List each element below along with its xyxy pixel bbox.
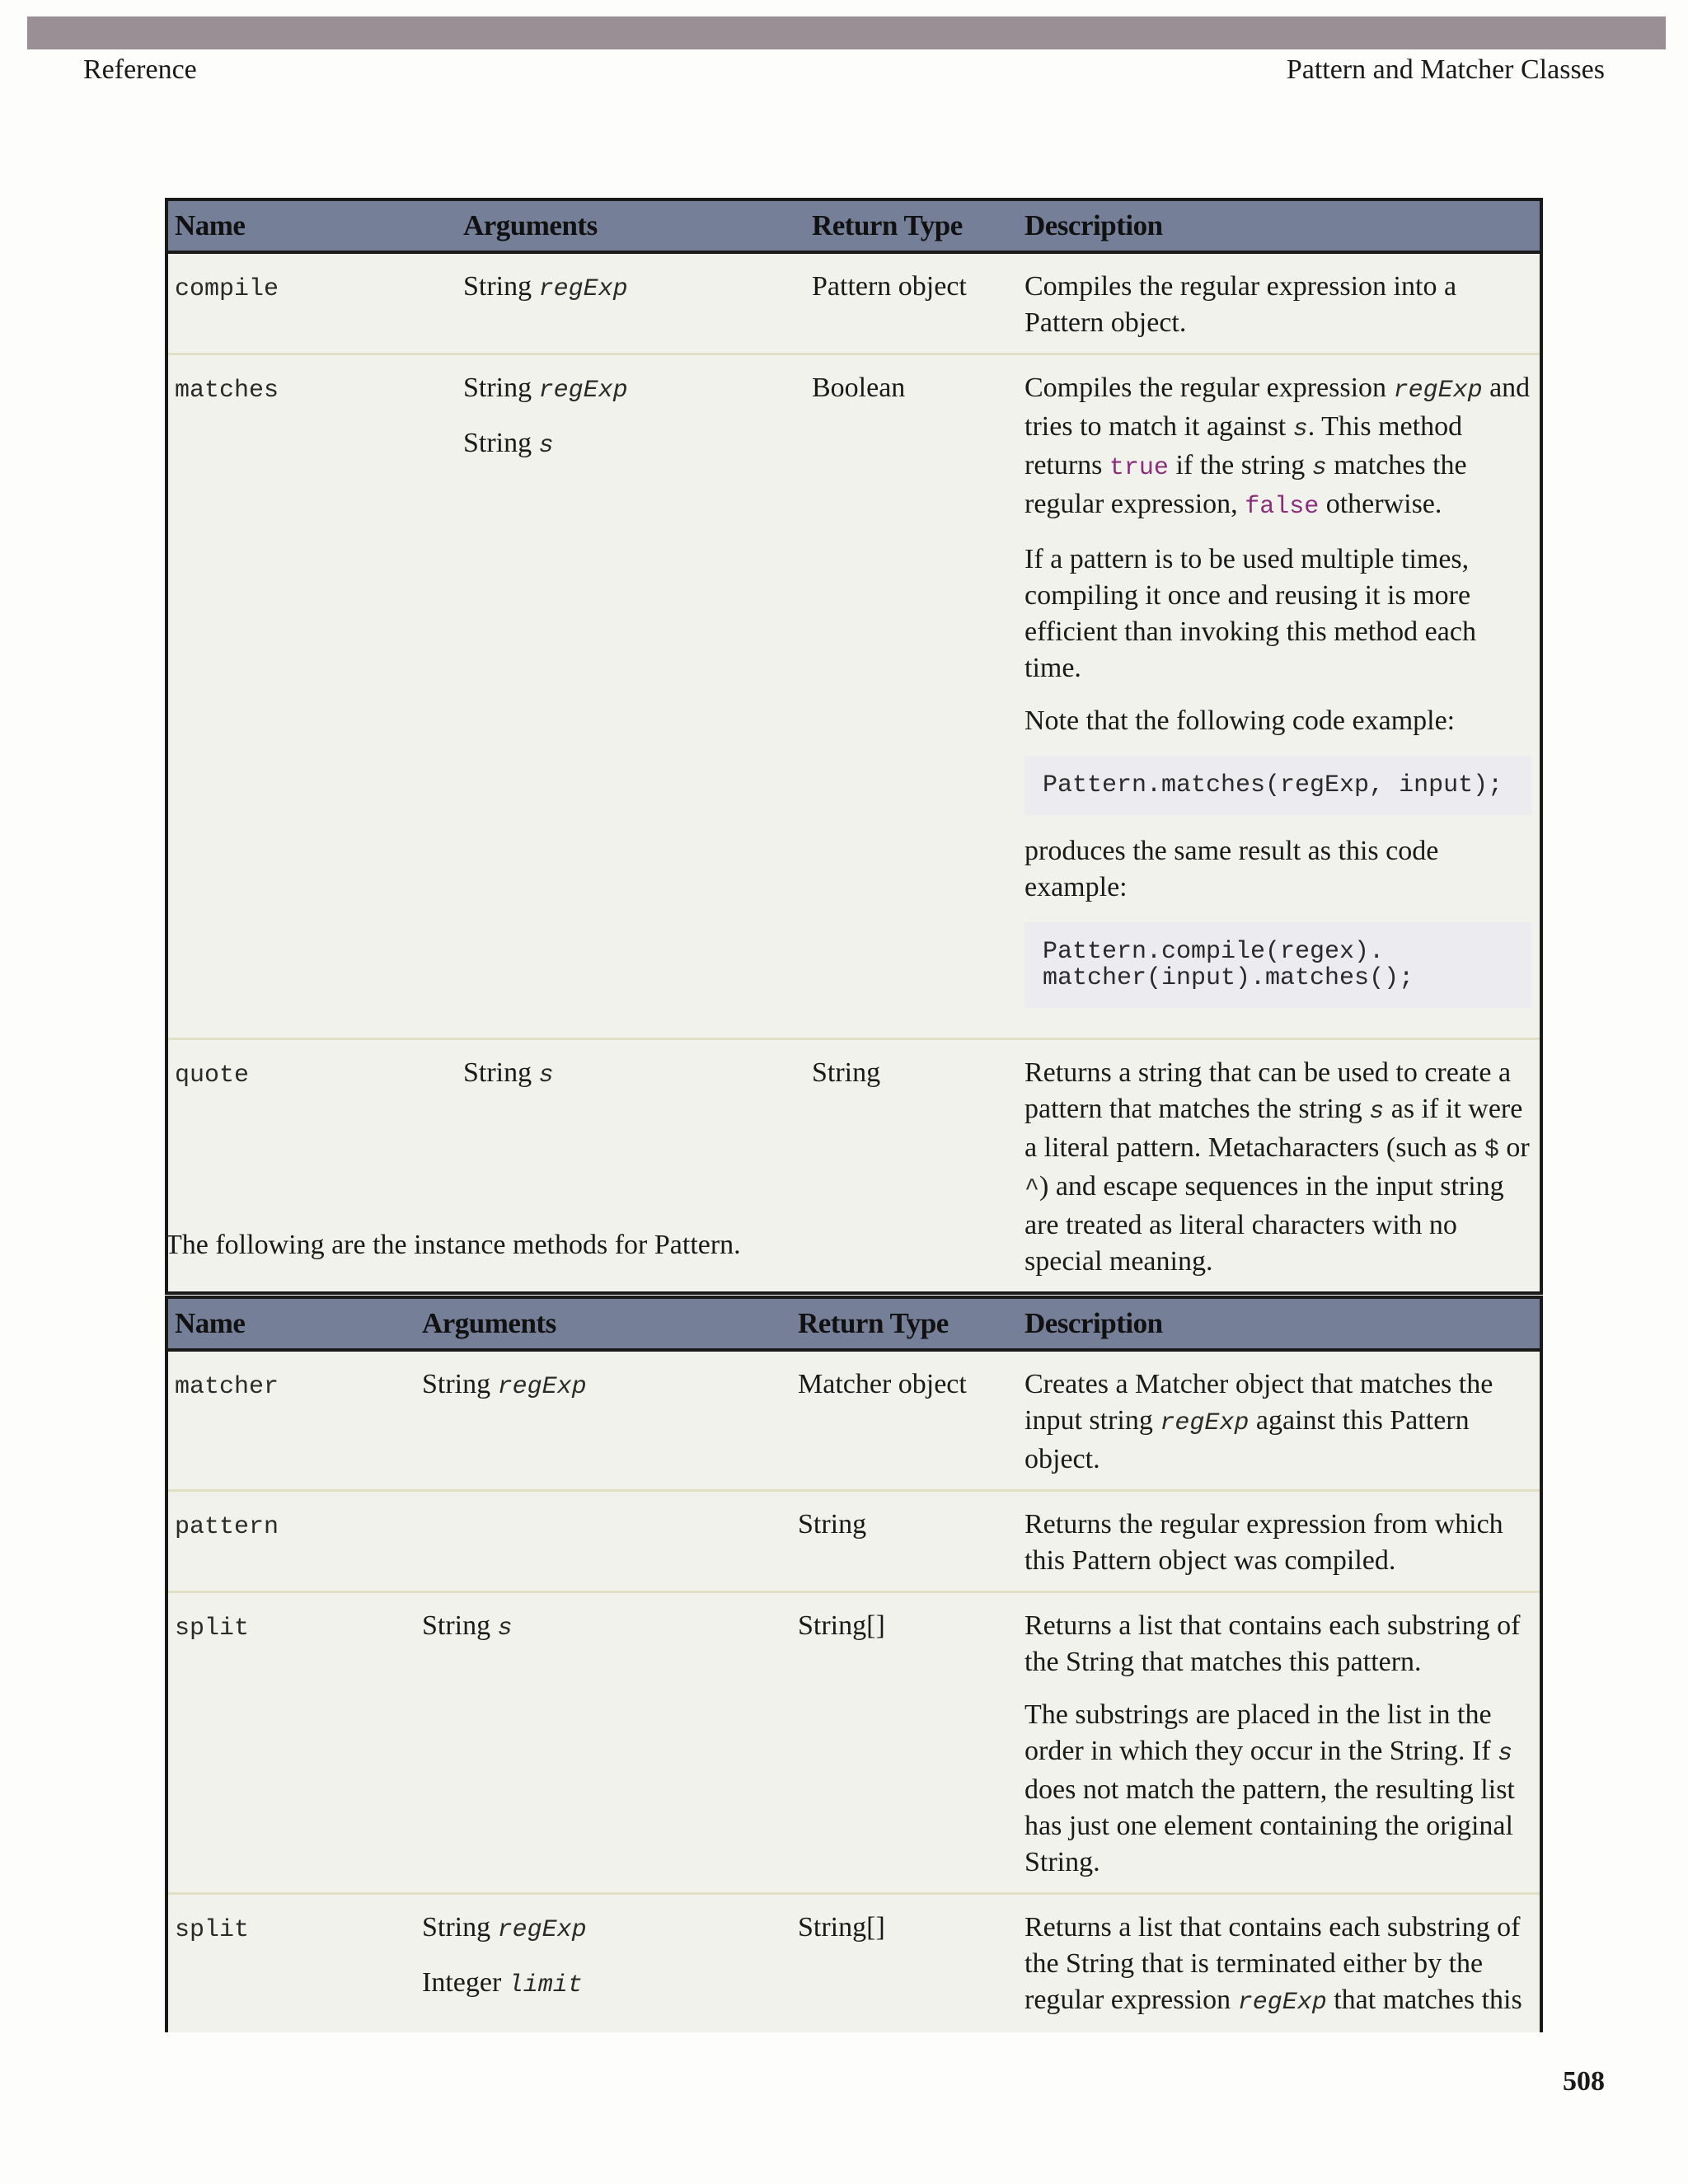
method-name-text: split <box>175 1916 250 1944</box>
code-example: Pattern.matches(regExp, input); <box>1025 756 1531 815</box>
arg-name: s <box>538 1062 554 1090</box>
method-name-text: matches <box>175 377 279 405</box>
method-name-text: pattern <box>175 1513 279 1541</box>
method-arguments <box>415 1491 791 1592</box>
arg-type: String <box>463 271 539 302</box>
column-header-arguments: Arguments <box>457 199 805 252</box>
arg-name: s <box>538 432 554 460</box>
arg-name: regExp <box>538 275 628 303</box>
column-header-name: Name <box>166 199 457 252</box>
method-name-text: compile <box>175 275 279 303</box>
description-paragraph: Note that the following code example: <box>1025 705 1456 736</box>
inline-code: s <box>1369 1098 1385 1126</box>
argument-line <box>422 1965 785 2004</box>
arg-type: String <box>422 1912 498 1943</box>
text-run: as if it were a literal pattern. Metacharacters (such as <box>1025 1094 1523 1163</box>
table-row <box>166 1894 1541 2033</box>
arg-type: String <box>422 1369 498 1399</box>
description-paragraph: produces the same result as this code example: <box>1025 836 1439 902</box>
method-name-text: split <box>175 1615 250 1643</box>
text-run: The substrings are placed in the list in the order in which they occur in the String. If <box>1025 1699 1498 1766</box>
running-header-right: Pattern and Matcher Classes <box>1286 54 1605 85</box>
description-paragraph <box>1025 1910 1531 2021</box>
return-type: String <box>805 1039 1018 1294</box>
description-paragraph <box>1025 1366 1531 1478</box>
arg-type: String <box>463 373 539 403</box>
table-header-row <box>166 1297 1541 1350</box>
page-number: 508 <box>1563 2066 1605 2097</box>
return-type: String <box>791 1491 1018 1592</box>
method-name-text: quote <box>175 1062 250 1090</box>
arg-name: regExp <box>538 377 628 405</box>
arg-name: limit <box>508 1971 583 1999</box>
inline-code: regExp <box>1160 1409 1250 1437</box>
column-header-return-type: Return Type <box>805 199 1018 252</box>
code-example: Pattern.compile(regex). matcher(input).matches(); <box>1025 922 1531 1008</box>
inline-code: s <box>1498 1740 1513 1768</box>
column-header-description: Description <box>1018 199 1541 252</box>
inline-keyword: true <box>1109 454 1169 482</box>
text-run: if the string <box>1168 450 1312 480</box>
method-name <box>166 1491 415 1592</box>
inline-code: regExp <box>1237 1989 1327 2017</box>
table-row <box>166 1491 1541 1592</box>
text-run: otherwise. <box>1319 489 1442 519</box>
instance-methods-table <box>165 1296 1543 2032</box>
return-type: Pattern object <box>805 252 1018 354</box>
return-type: Matcher object <box>791 1350 1018 1491</box>
text-run: Compiles the regular expression <box>1025 373 1394 403</box>
text-run: does not match the pattern, the resulting list has just one element containing the original String. <box>1025 1774 1515 1877</box>
method-description <box>1018 1491 1541 1592</box>
text-run: Returns a list that contains each substring of the String that is terminated either by the regular expression <box>1025 1912 1521 2015</box>
description-paragraph: Returns the regular expression from which this Pattern object was compiled. <box>1025 1509 1503 1576</box>
return-type: Boolean <box>805 354 1018 1039</box>
column-header-arguments: Arguments <box>415 1297 791 1350</box>
method-arguments <box>415 1350 791 1491</box>
inline-code: s <box>1292 415 1308 443</box>
method-description <box>1018 1592 1541 1894</box>
text-run: . This method returns <box>1025 411 1463 480</box>
method-name-text: matcher <box>175 1373 279 1401</box>
method-arguments <box>415 1592 791 1894</box>
method-description <box>1018 1894 1541 2033</box>
method-description <box>1018 1350 1541 1491</box>
column-header-name: Name <box>166 1297 415 1350</box>
description-paragraph <box>1025 1697 1531 1881</box>
method-name <box>166 1592 415 1894</box>
column-header-description: Description <box>1018 1297 1541 1350</box>
text-run: against this Pattern object. <box>1025 1405 1470 1474</box>
text-run: Creates a Matcher object that matches the input string <box>1025 1369 1493 1436</box>
text-run: Returns a string that can be used to create a pattern that matches the string <box>1025 1057 1512 1124</box>
method-arguments <box>415 1894 791 2033</box>
inline-code: ^ <box>1025 1175 1040 1203</box>
inline-code: regExp <box>1393 377 1483 405</box>
description-paragraph: Compiles the regular expression into a Pattern object. <box>1025 271 1457 338</box>
argument-line <box>422 1910 785 1948</box>
arg-type: String <box>463 1057 539 1088</box>
method-name <box>166 1894 415 2033</box>
instance-methods-intro: The following are the instance methods for Pattern. <box>165 1230 741 1260</box>
arg-type: String <box>463 428 539 458</box>
return-type: String[] <box>791 1894 1018 2033</box>
table-row <box>166 1350 1541 1491</box>
table-row <box>166 1592 1541 1894</box>
inline-keyword: false <box>1245 493 1320 521</box>
text-run: ) and escape sequences in the input string are treated as literal characters with no special meaning. <box>1025 1171 1504 1277</box>
inline-code: $ <box>1484 1137 1499 1165</box>
arg-type: Integer <box>422 1967 509 1998</box>
description-paragraph: If a pattern is to be used multiple times, compiling it once and reusing it is more efficient than invoking this method each time. <box>1025 544 1476 683</box>
arg-name: regExp <box>497 1916 587 1944</box>
return-type: String[] <box>791 1592 1018 1894</box>
text-run: and tries to match it against <box>1025 373 1531 442</box>
description-paragraph: Returns a list that contains each substring of the String that matches this pattern. <box>1025 1610 1521 1677</box>
text-run: that matches this <box>1326 1985 1522 2015</box>
arg-type: String <box>422 1610 498 1641</box>
inline-code: s <box>1311 454 1327 482</box>
text-run: matches the regular expression, <box>1025 450 1467 519</box>
running-header-left: Reference <box>83 54 197 85</box>
text-run: or <box>1498 1132 1530 1163</box>
column-header-return-type: Return Type <box>791 1297 1018 1350</box>
arg-name: regExp <box>497 1373 587 1401</box>
method-name <box>166 1350 415 1491</box>
arg-name: s <box>497 1615 513 1643</box>
